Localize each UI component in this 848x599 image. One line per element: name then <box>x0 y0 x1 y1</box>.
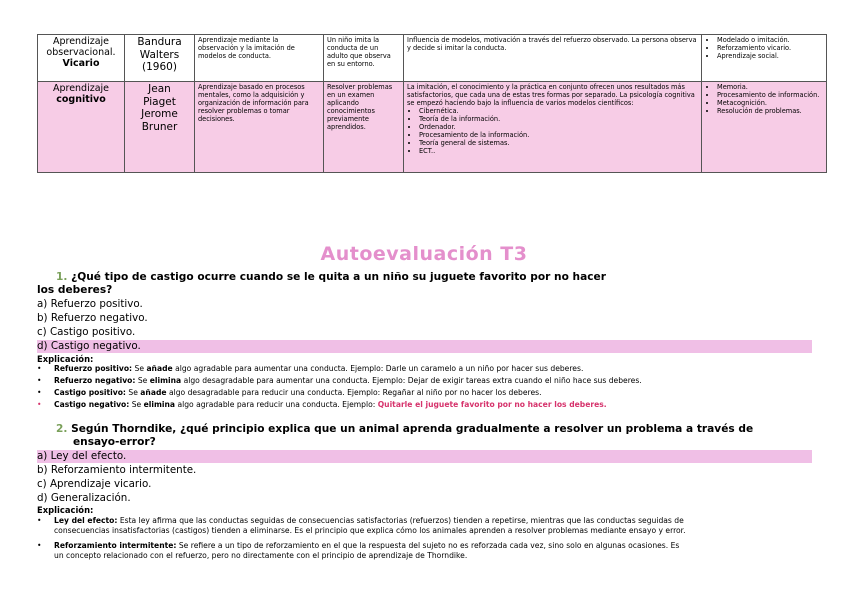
explanation-text-continued: un concepto relacionado con el refuerzo, pero no directamente con el principio de aprendizaje de Thorndike. <box>54 551 468 560</box>
description-cell: Influencia de modelos, motivación a través del refuerzo observado. La persona observa y decide si imitar la conducta. <box>404 35 702 82</box>
explanation-verb: elimina <box>143 400 176 409</box>
table-row <box>38 82 827 173</box>
theory-name-cell <box>38 35 125 82</box>
concept-item: • Procesamiento de información. <box>717 91 823 99</box>
author-name: Jerome <box>141 108 178 120</box>
question-text: Según Thorndike, ¿qué principio explica que un animal aprenda gradualmente a resolver un problema a través de <box>71 423 754 435</box>
question-text-continued: los deberes? <box>37 283 113 296</box>
explanation-verb: añade <box>146 364 173 373</box>
answer-option: a) Refuerzo positivo. <box>37 298 143 310</box>
bullet-icon: • <box>37 388 42 397</box>
explanation-label: Explicación: <box>37 505 94 515</box>
model-item: • Teoría general de sistemas. <box>419 139 698 147</box>
model-item: • Teoría de la información. <box>419 115 698 123</box>
author-name: Bruner <box>141 120 178 133</box>
concept-item: • Reforzamiento vicario. <box>717 44 823 52</box>
question-number: 1. <box>56 271 68 283</box>
explanation-term: Refuerzo negativo: <box>54 376 136 385</box>
model-item: • Ordenador. <box>419 123 698 131</box>
explanation-text: algo agradable para aumentar una conducta. Ejemplo: Darle un caramelo a un niño por hacer sus deberes. <box>172 364 584 373</box>
explanation-label: Explicación: <box>37 354 94 364</box>
concept-item: • Resolución de problemas. <box>717 107 823 115</box>
question-1 <box>37 271 807 296</box>
theory-name-cell <box>38 82 125 173</box>
answer-option: b) Reforzamiento intermitente. <box>37 464 197 476</box>
example-cell: Un niño imita la conducta de un adulto que observa en su entorno. <box>324 35 404 82</box>
definition-cell: Aprendizaje mediante la observación y la imitación de modelos de conducta. <box>195 35 324 82</box>
explanation-text: Se <box>129 400 144 409</box>
question-text: ¿Qué tipo de castigo ocurre cuando se le quita a un niño su juguete favorito por no hacer <box>71 271 606 283</box>
answer-option: c) Aprendizaje vicario. <box>37 478 152 490</box>
explanation-text: Se <box>132 364 147 373</box>
explanation-term: Castigo positivo: <box>54 388 126 397</box>
theory-subname: Vicario <box>62 58 100 69</box>
explanation-text-continued: consecuencias insatisfactorias (castigos) tienden a eliminarse. Es el principio que explica cómo los animales aprenden a resolver problemas mediante ensayo y error. <box>54 526 686 535</box>
answer-option: d) Generalización. <box>37 492 131 504</box>
authors-cell: Bandura Walters (1960) <box>125 35 195 82</box>
page-title: Autoevaluación T3 <box>320 243 528 265</box>
theory-name: Aprendizaje observacional. <box>46 36 116 58</box>
explanation-text: Se refiere a un tipo de reforzamiento en el que la respuesta del sujeto no es reforzada cada vez, sino solo en algunas ocasiones. Es <box>176 541 680 550</box>
question-number: 2. <box>56 423 68 435</box>
explanation-text: Esta ley afirma que las conductas seguidas de consecuencias satisfactorias (refuerzos) tienden a repetirse, mientras que las conductas seguidas de <box>117 516 684 525</box>
concepts-cell <box>702 82 827 173</box>
answer-option-correct: d) Castigo negativo. <box>37 340 812 353</box>
explanation-verb: elimina <box>149 376 182 385</box>
explanation-text: Se <box>135 376 150 385</box>
explanation-term: Reforzamiento intermitente: <box>54 541 177 550</box>
concept-item: • Modelado o imitación. <box>717 36 823 44</box>
question-2 <box>37 423 807 448</box>
explanation-term: Ley del efecto: <box>54 516 118 525</box>
learning-theories-table <box>37 34 827 173</box>
example-cell: Resolver problemas en un examen aplicando conocimientos previamente aprendidos. <box>324 82 404 173</box>
explanation-text: Se <box>125 388 141 397</box>
answer-option: c) Castigo positivo. <box>37 326 136 338</box>
question-text-continued: ensayo-error? <box>73 435 156 448</box>
author-name: Jean <box>148 83 171 95</box>
theory-name: Aprendizaje <box>52 83 110 94</box>
concept-item: • Metacognición. <box>717 99 823 107</box>
bullet-icon: • <box>37 541 42 550</box>
bullet-icon: • <box>37 376 42 385</box>
bullet-icon: • <box>37 400 42 409</box>
definition-cell: Aprendizaje basado en procesos mentales, como la adquisición y organización de información para resolver problemas o tomar decisiones. <box>195 82 324 173</box>
explanation-verb: añade <box>140 388 167 397</box>
concept-item: • Memoria. <box>717 83 823 91</box>
answer-option-correct: a) Ley del efecto. <box>37 450 812 463</box>
explanation-text: algo agradable para reducir una conducta. Ejemplo: <box>175 400 378 409</box>
explanation-text: algo desagradable para aumentar una conducta. Ejemplo: Dejar de exigir tareas extra cuando el niño hace sus deberes. <box>181 376 642 385</box>
author-name: Piaget <box>143 95 176 108</box>
description-cell <box>404 82 702 173</box>
bullet-icon: • <box>37 364 42 373</box>
model-item: • Cibernética. <box>419 107 698 115</box>
concept-item: • Aprendizaje social. <box>717 52 823 60</box>
highlighted-example: Quitarle el juguete favorito por no hacer los deberes. <box>377 400 607 409</box>
concepts-cell <box>702 35 827 82</box>
theory-subname: cognitivo <box>56 94 106 105</box>
explanation-term: Refuerzo positivo: <box>54 364 133 373</box>
model-item: • Procesamiento de la información. <box>419 131 698 139</box>
explanation-term: Castigo negativo: <box>54 400 130 409</box>
explanation-text: algo desagradable para reducir una conducta. Ejemplo: Regañar al niño por no hacer los deberes. <box>166 388 542 397</box>
model-item: • ECT.. <box>419 147 698 155</box>
bullet-icon: • <box>37 516 42 525</box>
authors-cell <box>125 82 195 173</box>
table-row <box>38 35 827 82</box>
answer-option: b) Refuerzo negativo. <box>37 312 148 324</box>
description-text: La imitación, el conocimiento y la práctica en conjunto ofrecen unos resultados más satisfactorios, que cada una de estas tres formas por separado. La psicología cognitiva se empezó haciendo bajo la influencia de varios modelos científicos: <box>407 83 695 107</box>
